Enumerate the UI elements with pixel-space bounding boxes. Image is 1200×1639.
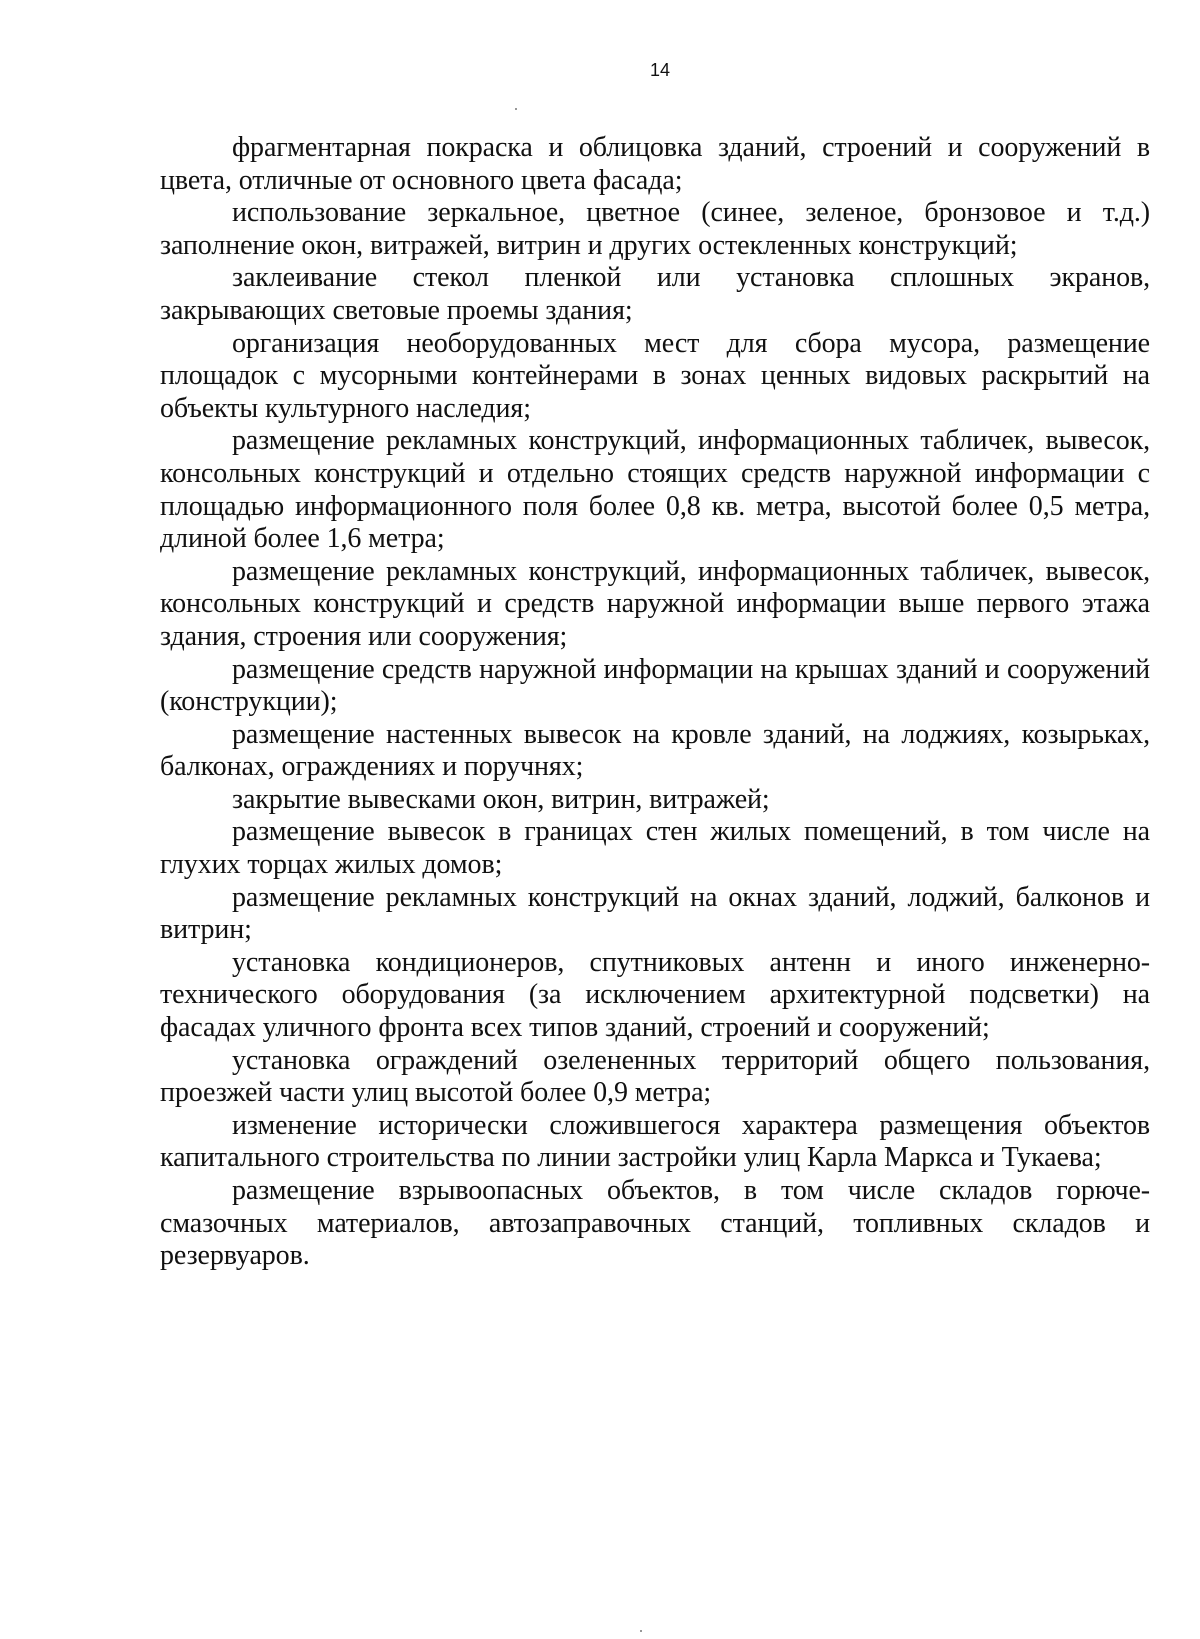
paragraph: закрытие вывесками окон, витрин, витражей; [232,783,770,815]
paragraph: организация необорудованных мест для сбора мусора, размещение площадок с мусорными контейнерами в зонах ценных видовых раскрытий на объекты культурного наследия; [160,327,1150,424]
paragraph: фрагментарная покраска и облицовка зданий, строений и сооружений в цвета, отличные от основного цвета фасада; [160,132,1150,196]
paragraph: изменение исторически сложившегося характера размещения объектов капитального строительства по линии застройки улиц Карла Маркса и Тукаева; [160,1109,1150,1174]
paragraph: размещение вывесок в границах стен жилых помещений, в том числе на глухих торцах жилых домов; [160,816,1150,881]
document-body [160,132,1150,1273]
scan-speck [640,1630,642,1632]
page-number: 14 [649,60,671,80]
paragraph: размещение средств наружной информации на крышах зданий и сооружений (конструкции); [160,653,1150,718]
paragraph: размещение настенных вывесок на кровле зданий, на лоджиях, козырьках, балконах, ограждениях и поручнях; [160,718,1150,783]
paragraph: размещение рекламных конструкций, информационных табличек, вывесок, консольных конструкций и средств наружной информации выше первого этажа здания, строения или сооружения; [160,555,1150,652]
scan-speck [515,108,517,110]
paragraph: использование зеркальное, цветное (синее, зеленое, бронзовое и т.д.) заполнение окон, витражей, витрин и других остекленных конструкций; [160,197,1150,261]
paragraph: установка ограждений озелененных территорий общего пользования, проезжей части улиц высотой более 0,9 метра; [160,1044,1150,1109]
paragraph: установка кондиционеров, спутниковых антенн и иного инженерно-технического оборудования (за исключением архитектурной подсветки) на фасадах уличного фронта всех типов зданий, строений и сооружений; [160,946,1150,1044]
paragraph: размещение рекламных конструкций, информационных табличек, вывесок, консольных конструкций и отдельно стоящих средств наружной информации с площадью информационного поля более 0,8 кв. метра, высотой более 0,5 метра, длиной более 1,6 метра; [160,425,1150,555]
paragraph: размещение взрывоопасных объектов, в том числе складов горюче-смазочных материалов, автозаправочных станций, топливных складов и резервуаров. [160,1175,1150,1272]
paragraph: заклеивание стекол пленкой или установка сплошных экранов, закрывающих световые проемы здания; [160,262,1150,326]
paragraph: размещение рекламных конструкций на окнах зданий, лоджий, балконов и витрин; [160,881,1150,946]
